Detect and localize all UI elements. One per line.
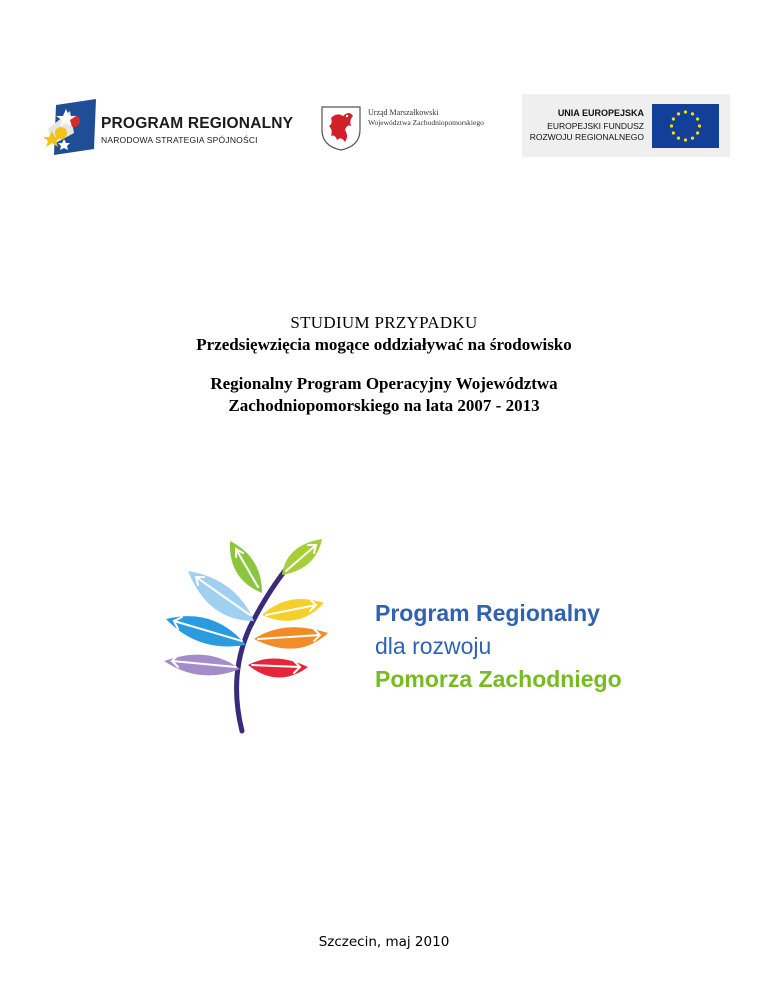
brand-wordmark	[375, 597, 622, 696]
program-logo-title: PROGRAM REGIONALNY	[101, 115, 294, 132]
document-heading: STUDIUM PRZYPADKU	[290, 313, 478, 332]
brand-line3: Pomorza Zachodniego	[375, 666, 622, 692]
document-subheading: Przedsięwzięcia mogące oddziaływać na środowisko	[196, 335, 572, 354]
pr-flag-icon	[44, 99, 100, 157]
voivodeship-office-logo	[319, 104, 509, 156]
brand-line1: Program Regionalny	[375, 600, 600, 626]
leaf-branch-icon	[158, 535, 348, 735]
eu-logo-line1: UNIA EUROPEJSKA	[557, 108, 644, 118]
program-regionalny-logo	[44, 99, 304, 157]
griffin-crest-icon	[319, 104, 363, 152]
document-title-block	[0, 312, 768, 417]
brand-line2: dla rozwoju	[375, 633, 492, 659]
eu-fund-logo	[522, 94, 730, 157]
program-name-line2: Zachodniopomorskiego na lata 2007 - 2013	[228, 396, 540, 415]
eu-logo-line3: ROZWOJU REGIONALNEGO	[529, 132, 644, 142]
program-logo-subtitle: NARODOWA STRATEGIA SPÓJNOŚCI	[101, 135, 258, 145]
program-name-line1: Regionalny Program Operacyjny Województwa	[210, 374, 558, 393]
voivodeship-logo-line1: Urząd Marszałkowski	[368, 108, 439, 117]
eu-flag-icon	[652, 104, 719, 148]
voivodeship-logo-line2: Województwa Zachodniopomorskiego	[368, 118, 484, 127]
place-date: Szczecin, maj 2010	[318, 934, 450, 950]
eu-logo-line2: EUROPEJSKI FUNDUSZ	[547, 121, 644, 131]
